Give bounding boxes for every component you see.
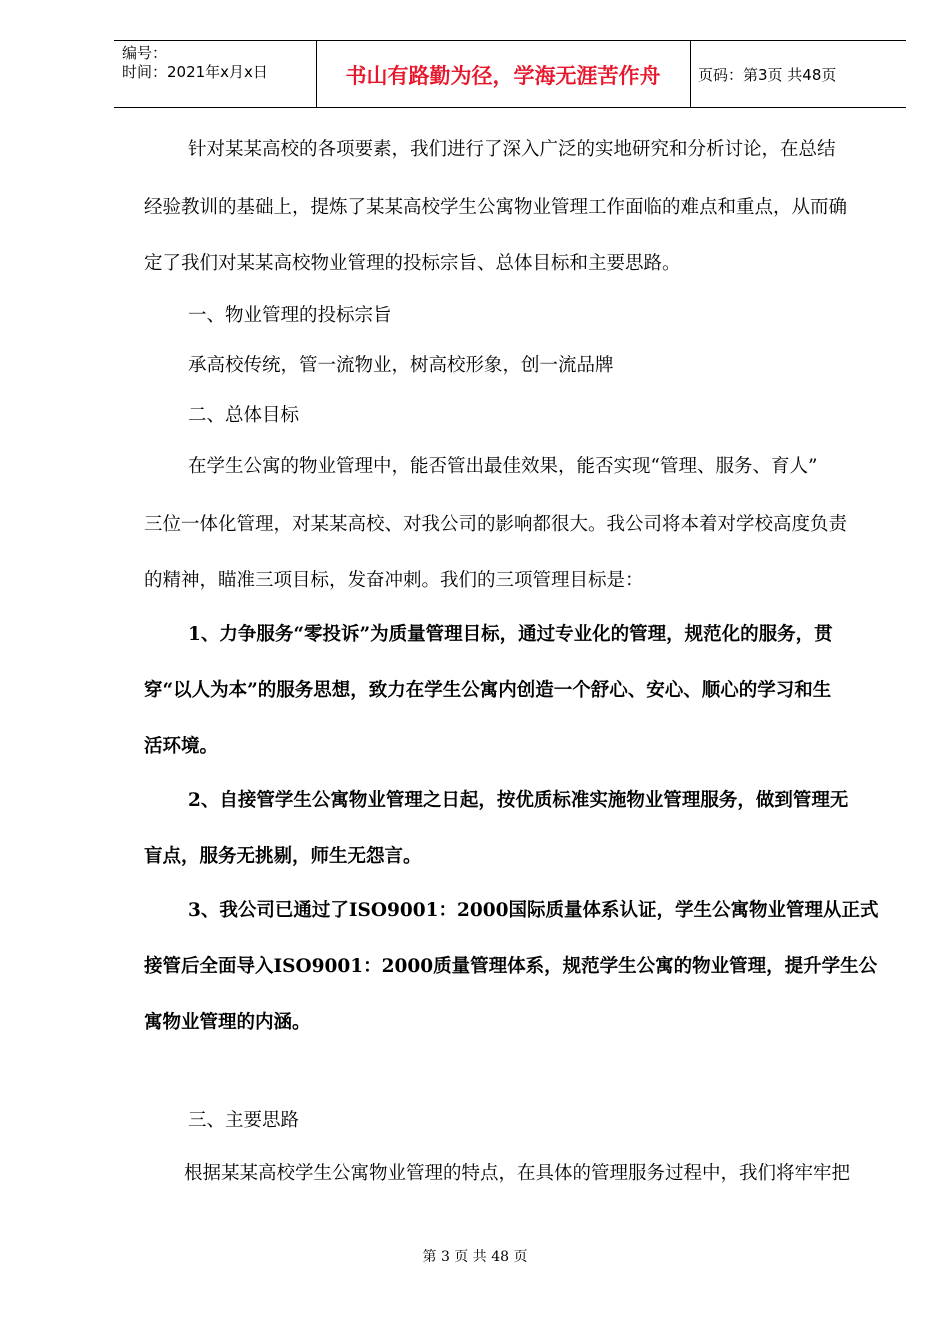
paragraph-line: 在学生公寓的物业管理中，能否管出最佳效果，能否实现“管理、服务、育人”	[188, 456, 818, 477]
paragraph-line: 针对某某高校的各项要素，我们进行了深入广泛的实地研究和分析讨论，在总结	[188, 139, 836, 160]
header-page-code: 页码：第3页 共48页	[698, 66, 837, 84]
section-heading-2: 二、总体目标	[188, 405, 300, 426]
paragraph-line: 根据某某高校学生公寓物业管理的特点，在具体的管理服务过程中，我们将牢牢把	[184, 1163, 851, 1184]
paragraph-line: 经验教训的基础上，提炼了某某高校学生公寓物业管理工作面临的难点和重点，从而确	[144, 197, 848, 218]
section-heading-3: 三、主要思路	[188, 1110, 300, 1131]
page-header	[114, 40, 906, 108]
paragraph-line: 的精神，瞄准三项目标，发奋冲刺。我们的三项管理目标是：	[144, 570, 644, 591]
goal-line: 寓物业管理的内涵。	[144, 1012, 311, 1033]
goal-line: 盲点，服务无挑剔，师生无怨言。	[144, 846, 422, 867]
document-date-label: 时间：2021年x月x日	[122, 63, 268, 81]
paragraph-line: 定了我们对某某高校物业管理的投标宗旨、总体目标和主要思路。	[144, 253, 681, 274]
goal-line: 3、我公司已通过了ISO9001：2000国际质量体系认证，学生公寓物业管理从正式	[188, 900, 879, 921]
page-footer: 第 3 页 共 48 页	[422, 1249, 528, 1265]
goal-line: 接管后全面导入ISO9001：2000质量管理体系，规范学生公寓的物业管理，提升学生公	[144, 956, 878, 977]
header-motto: 书山有路勤为径，学海无涯苦作舟	[345, 64, 661, 88]
section-heading-1: 一、物业管理的投标宗旨	[188, 305, 392, 326]
document-number-label: 编号：	[122, 44, 168, 62]
goal-line: 穿“以人为本”的服务思想，致力在学生公寓内创造一个舒心、安心、顺心的学习和生	[144, 680, 832, 701]
goal-line: 2、自接管学生公寓物业管理之日起，按优质标准实施物业管理服务，做到管理无	[188, 790, 849, 811]
paragraph-line: 承高校传统，管一流物业，树高校形象，创一流品牌	[188, 355, 614, 376]
header-info-cell	[114, 41, 317, 107]
paragraph-line: 三位一体化管理，对某某高校、对我公司的影响都很大。我公司将本着对学校高度负责	[144, 514, 848, 535]
goal-line: 1、力争服务“零投诉”为质量管理目标，通过专业化的管理，规范化的服务，贯	[188, 624, 833, 645]
header-page-cell	[690, 41, 906, 107]
goal-line: 活环境。	[144, 736, 219, 757]
header-motto-cell	[316, 41, 691, 107]
